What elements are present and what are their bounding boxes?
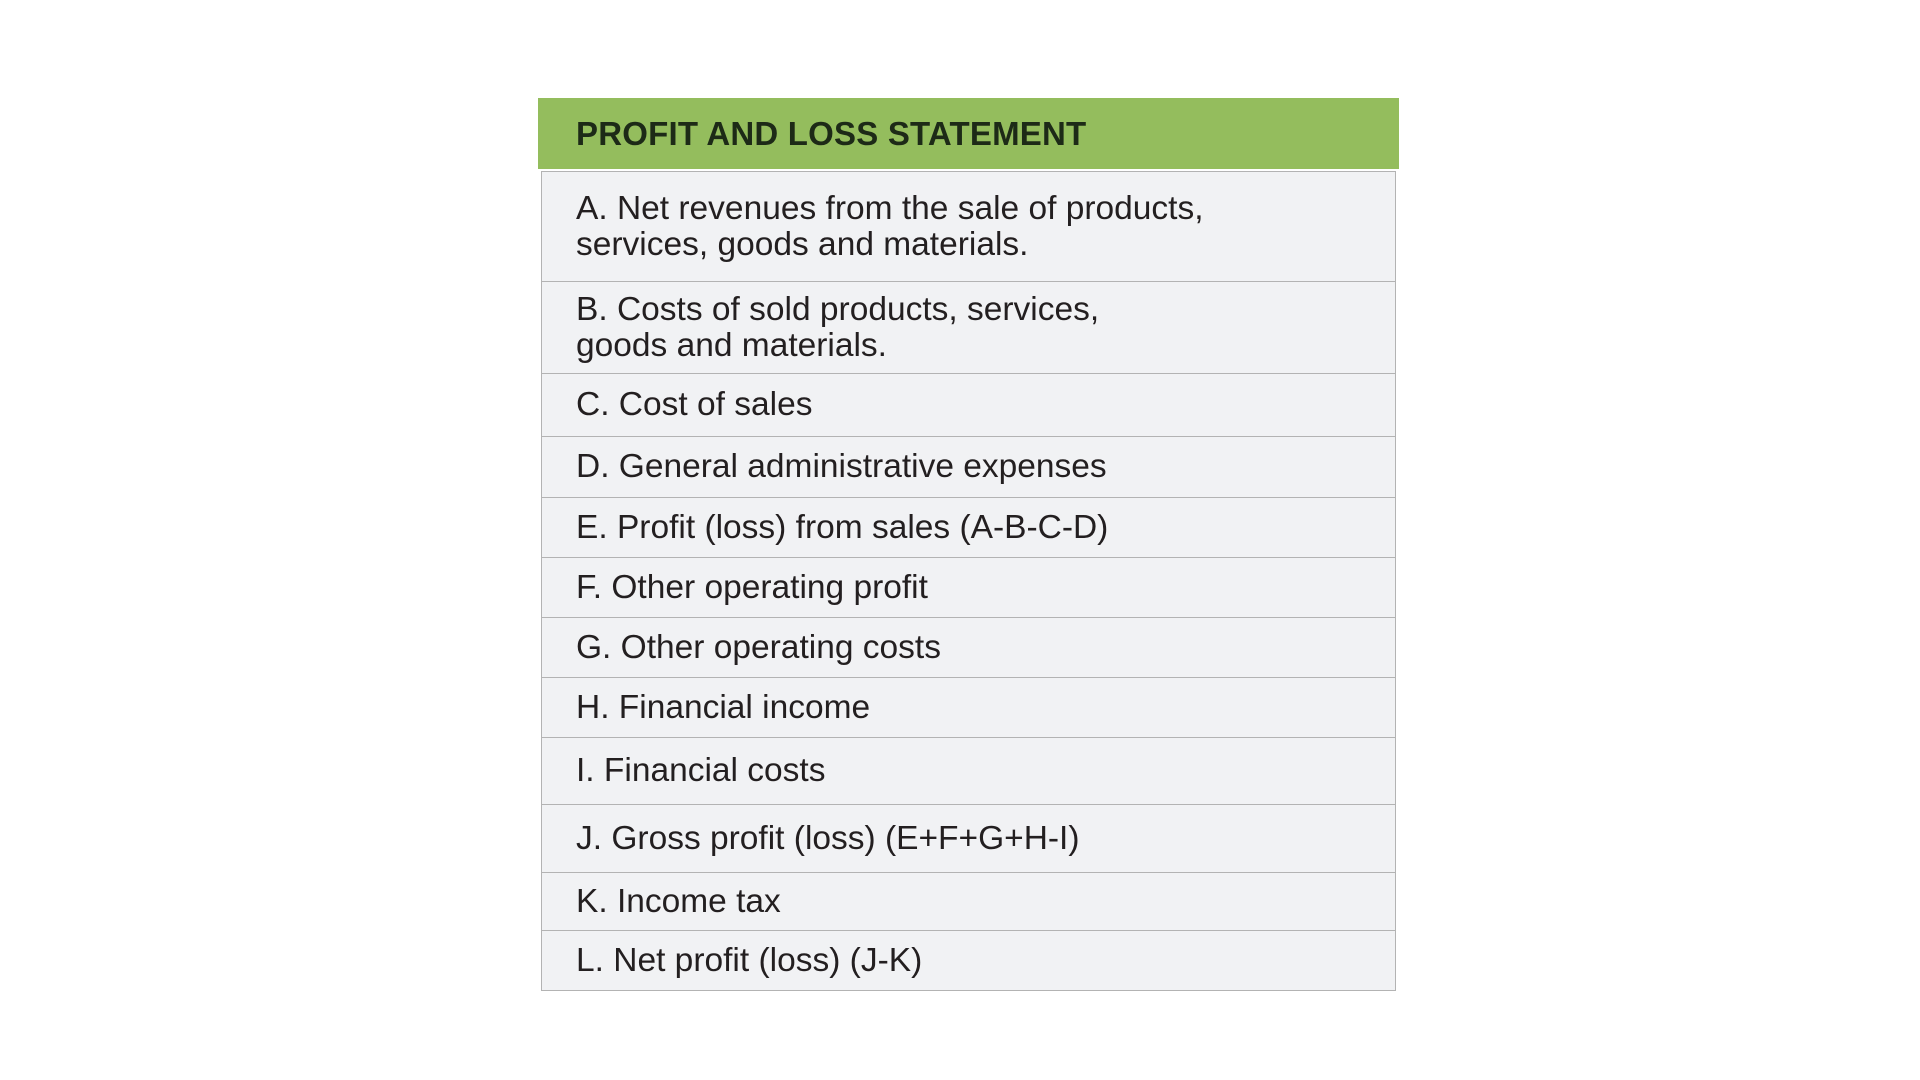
row-label-b: B. Costs of sold products, services, goods and materials. [576,290,1100,364]
table-row [542,738,1395,805]
row-label-f: F. Other operating profit [576,568,928,606]
table-row [542,374,1395,437]
table-row [542,618,1395,678]
table-row [542,172,1395,282]
profit-and-loss-table [538,98,1399,991]
table-row [542,931,1395,990]
row-label-a: A. Net revenues from the sale of products, services, goods and materials. [576,189,1204,263]
row-label-k: K. Income tax [576,882,781,920]
table-row [542,805,1395,873]
row-label-d: D. General administrative expenses [576,448,1107,485]
table-row [542,558,1395,618]
row-label-g: G. Other operating costs [576,628,941,666]
table-header [538,98,1399,169]
row-label-e: E. Profit (loss) from sales (A-B-C-D) [576,508,1109,546]
table-row [542,437,1395,498]
row-label-i: I. Financial costs [576,752,826,789]
table-title: PROFIT AND LOSS STATEMENT [576,114,1087,152]
row-label-h: H. Financial income [576,688,871,726]
table-body [541,171,1396,991]
row-label-j: J. Gross profit (loss) (E+F+G+H-I) [576,819,1080,857]
table-row [542,498,1395,558]
table-row [542,282,1395,374]
table-row [542,873,1395,931]
row-label-c: C. Cost of sales [576,386,813,423]
table-row [542,678,1395,738]
row-label-l: L. Net profit (loss) (J-K) [576,941,923,979]
